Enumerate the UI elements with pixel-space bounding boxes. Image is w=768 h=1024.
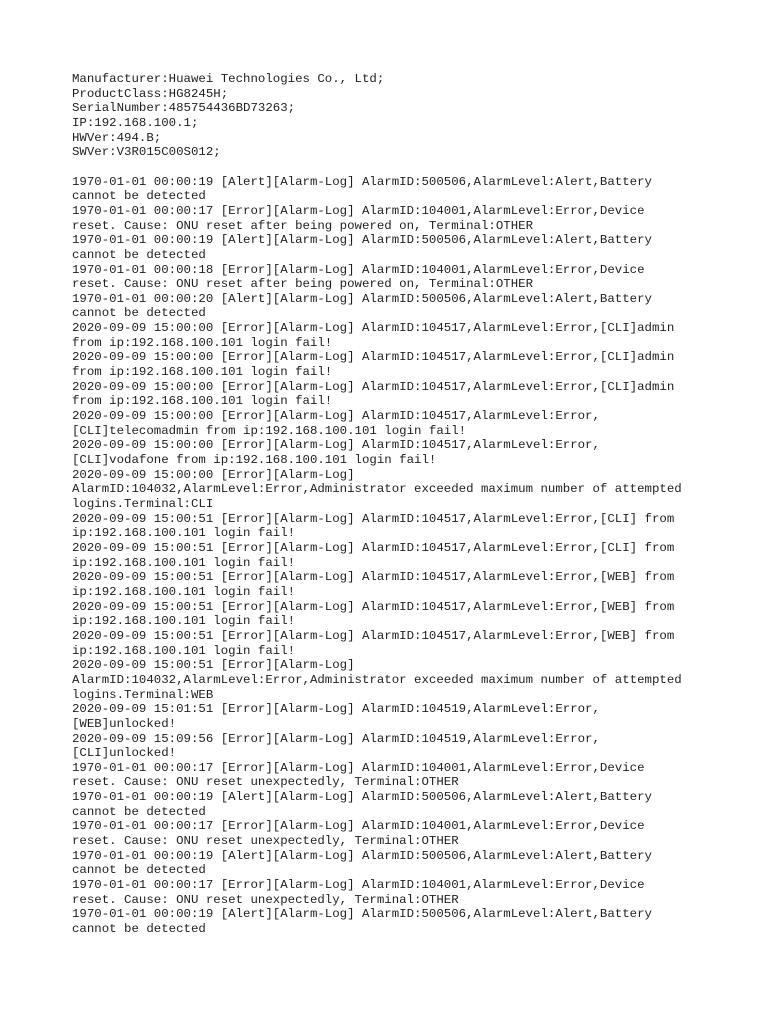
log-line: AlarmID:104032,AlarmLevel:Error,Administrator exceeded maximum number of attempted [72,672,682,687]
log-line: AlarmID:104032,AlarmLevel:Error,Administrator exceeded maximum number of attempted [72,482,682,497]
log-line: ip:192.168.100.101 login fail! [72,555,296,570]
log-line: 1970-01-01 00:00:19 [Alert][Alarm-Log] AlarmID:500506,AlarmLevel:Alert,Battery [72,790,652,805]
log-line: cannot be detected [72,922,206,937]
log-line: cannot be detected [72,306,206,321]
serial-number-line: SerialNumber:485754436BD73263; [72,101,296,116]
manufacturer-line: Manufacturer:Huawei Technologies Co., Ltd; [72,72,385,86]
log-line: ip:192.168.100.101 login fail! [72,526,296,541]
log-line: 1970-01-01 00:00:17 [Error][Alarm-Log] AlarmID:104001,AlarmLevel:Error,Device [72,819,645,834]
log-line: reset. Cause: ONU reset after being powered on, Terminal:OTHER [72,218,534,233]
log-line: ip:192.168.100.101 login fail! [72,614,296,629]
log-line: logins.Terminal:WEB [72,687,214,702]
log-line: cannot be detected [72,804,206,819]
log-line: [CLI]unlocked! [72,746,177,761]
log-line: reset. Cause: ONU reset unexpectedly, Terminal:OTHER [72,834,459,849]
log-line: 2020-09-09 15:00:00 [Error][Alarm-Log] AlarmID:104517,AlarmLevel:Error,[CLI]admin [72,379,675,394]
log-line: ip:192.168.100.101 login fail! [72,584,296,599]
log-line: 2020-09-09 15:09:56 [Error][Alarm-Log] AlarmID:104519,AlarmLevel:Error, [72,731,600,746]
blank-line [72,160,722,175]
log-line: 1970-01-01 00:00:17 [Error][Alarm-Log] AlarmID:104001,AlarmLevel:Error,Device [72,203,645,218]
log-line: [WEB]unlocked! [72,716,177,731]
log-line: [CLI]telecomadmin from ip:192.168.100.101 login fail! [72,423,467,438]
product-class-line: ProductClass:HG8245H; [72,86,229,101]
log-line: 2020-09-09 15:00:00 [Error][Alarm-Log] AlarmID:104517,AlarmLevel:Error, [72,438,600,453]
log-line: 2020-09-09 15:00:51 [Error][Alarm-Log] AlarmID:104517,AlarmLevel:Error,[CLI] from [72,511,675,526]
device-info-header [72,72,722,160]
log-line: cannot be detected [72,189,206,204]
log-line: 2020-09-09 15:00:51 [Error][Alarm-Log] AlarmID:104517,AlarmLevel:Error,[WEB] from [72,570,675,585]
log-line: 1970-01-01 00:00:17 [Error][Alarm-Log] AlarmID:104001,AlarmLevel:Error,Device [72,760,645,775]
log-line: reset. Cause: ONU reset after being powered on, Terminal:OTHER [72,277,534,292]
log-line: [CLI]vodafone from ip:192.168.100.101 login fail! [72,453,437,468]
log-line: 2020-09-09 15:01:51 [Error][Alarm-Log] AlarmID:104519,AlarmLevel:Error, [72,702,600,717]
log-line: 1970-01-01 00:00:19 [Alert][Alarm-Log] AlarmID:500506,AlarmLevel:Alert,Battery [72,848,652,863]
ip-line: IP:192.168.100.1; [72,115,199,130]
document-page [72,72,722,937]
log-line: cannot be detected [72,863,206,878]
sw-version-line: SWVer:V3R015C00S012; [72,145,221,160]
log-line: from ip:192.168.100.101 login fail! [72,394,333,409]
log-line: from ip:192.168.100.101 login fail! [72,365,333,380]
log-line: 1970-01-01 00:00:18 [Error][Alarm-Log] AlarmID:104001,AlarmLevel:Error,Device [72,262,645,277]
log-line: 2020-09-09 15:00:00 [Error][Alarm-Log] AlarmID:104517,AlarmLevel:Error, [72,409,600,424]
log-line: from ip:192.168.100.101 login fail! [72,335,333,350]
log-line: ip:192.168.100.101 login fail! [72,643,296,658]
log-line: 2020-09-09 15:00:51 [Error][Alarm-Log] AlarmID:104517,AlarmLevel:Error,[WEB] from [72,628,675,643]
log-line: reset. Cause: ONU reset unexpectedly, Terminal:OTHER [72,892,459,907]
log-line: 1970-01-01 00:00:19 [Alert][Alarm-Log] AlarmID:500506,AlarmLevel:Alert,Battery [72,907,652,922]
log-line: 2020-09-09 15:00:51 [Error][Alarm-Log] [72,658,355,673]
hw-version-line: HWVer:494.B; [72,130,162,145]
log-line: 2020-09-09 15:00:00 [Error][Alarm-Log] [72,467,355,482]
log-line: 2020-09-09 15:00:51 [Error][Alarm-Log] AlarmID:104517,AlarmLevel:Error,[WEB] from [72,599,675,614]
log-line: 2020-09-09 15:00:00 [Error][Alarm-Log] AlarmID:104517,AlarmLevel:Error,[CLI]admin [72,321,675,336]
log-line: 1970-01-01 00:00:17 [Error][Alarm-Log] AlarmID:104001,AlarmLevel:Error,Device [72,878,645,893]
log-line: logins.Terminal:CLI [72,497,214,512]
log-line: cannot be detected [72,247,206,262]
alarm-log [72,175,722,937]
log-line: 1970-01-01 00:00:19 [Alert][Alarm-Log] AlarmID:500506,AlarmLevel:Alert,Battery [72,174,652,189]
log-line: 1970-01-01 00:00:19 [Alert][Alarm-Log] AlarmID:500506,AlarmLevel:Alert,Battery [72,233,652,248]
log-line: 2020-09-09 15:00:00 [Error][Alarm-Log] AlarmID:104517,AlarmLevel:Error,[CLI]admin [72,350,675,365]
log-line: 2020-09-09 15:00:51 [Error][Alarm-Log] AlarmID:104517,AlarmLevel:Error,[CLI] from [72,540,675,555]
log-line: reset. Cause: ONU reset unexpectedly, Terminal:OTHER [72,775,459,790]
log-line: 1970-01-01 00:00:20 [Alert][Alarm-Log] AlarmID:500506,AlarmLevel:Alert,Battery [72,291,652,306]
